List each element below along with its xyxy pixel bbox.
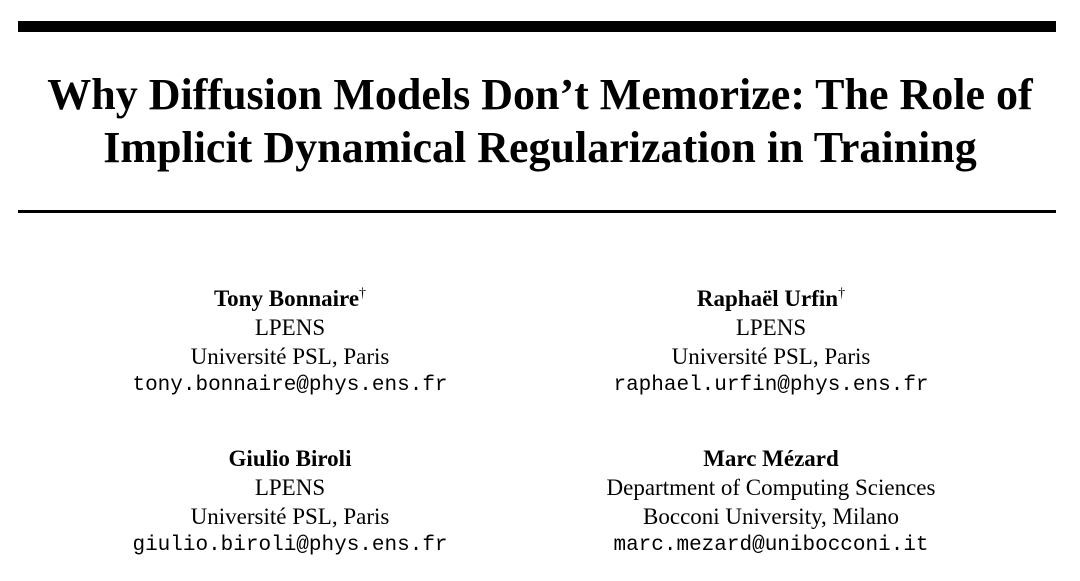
author-affiliation: LPENS (254, 315, 326, 340)
author-name: Raphaël Urfin† (696, 286, 846, 311)
author-affiliation: LPENS (254, 475, 326, 500)
title-line-2: Implicit Dynamical Regularization in Training (103, 123, 977, 172)
author-block (50, 284, 530, 400)
author-block (531, 284, 1011, 400)
author-email[interactable]: marc.mezard@unibocconi.it (613, 534, 929, 557)
author-footnote-mark: † (838, 286, 846, 301)
author-affiliation: Department of Computing Sciences (606, 475, 936, 500)
author-name: Giulio Biroli (228, 446, 352, 471)
author-affiliation: Bocconi University, Milano (643, 504, 899, 529)
top-rule (18, 21, 1056, 32)
author-block (50, 444, 530, 560)
paper-title (0, 68, 1080, 174)
author-email[interactable]: raphael.urfin@phys.ens.fr (613, 374, 929, 397)
author-email[interactable]: tony.bonnaire@phys.ens.fr (132, 374, 448, 397)
bottom-rule (18, 210, 1056, 213)
author-footnote-mark: † (359, 286, 367, 301)
author-block (531, 444, 1011, 560)
author-name: Tony Bonnaire† (213, 286, 367, 311)
author-affiliation: LPENS (735, 315, 807, 340)
author-email[interactable]: giulio.biroli@phys.ens.fr (132, 534, 448, 557)
author-name: Marc Mézard (703, 446, 839, 471)
title-line-1: Why Diffusion Models Don’t Memorize: The Role of (47, 70, 1033, 119)
author-affiliation: Université PSL, Paris (671, 344, 871, 369)
author-affiliation: Université PSL, Paris (190, 504, 390, 529)
author-affiliation: Université PSL, Paris (190, 344, 390, 369)
